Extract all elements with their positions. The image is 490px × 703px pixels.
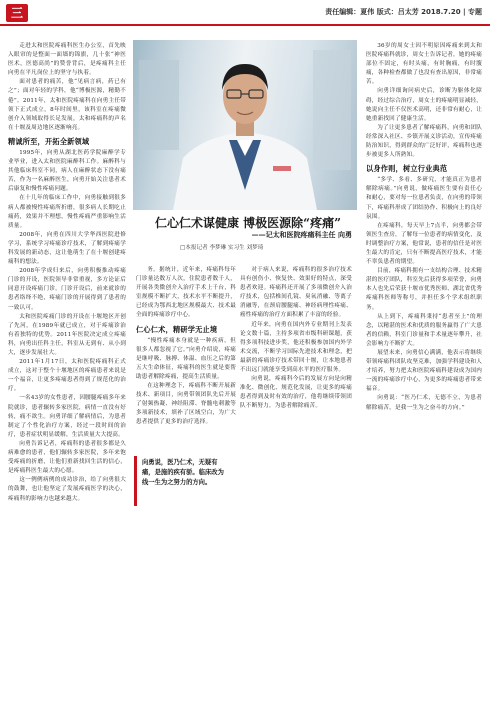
paragraph: 对于病人来说，疼痛科的很多治疗技术具有创伤小、恢复快、效果好的特点，深受患者欢迎。疼痛科还开展了多项微创介入治疗技术，包括椎间孔镜、臭氧消融、等离子消融等，在颈肩腰腿痛、神经病理性疼痛、癌性疼痛的治疗方面积累了丰富的经验。 [240,267,352,319]
article-column-3 [240,266,352,412]
article-column-4 [366,42,482,413]
paragraph: 走进太和医院疼痛科医生办公室，首先映入眼帘的是整面一面墙的锦旗，几十张“神医医术，医德高尚”的赞誉背后，是疼痛科主任向勇在平凡岗位上的坚守与执着。 [8,43,126,77]
paragraph: 务。据统计，近年来，疼痛科每年门诊量达数万人次，住院患者数千人，开展各类微创介入治疗手术上千台，科室规模不断扩大，技术水平不断提升，已经成为鄂西北地区规模最大、技术最全面的疼痛诊疗中心。 [136,267,236,319]
paragraph: 从上到下，疼痛科秉持“患者至上”的理念，以精湛的医术和优质的服务赢得了广大患者的信赖，科室门诊量和手术量逐年攀升，社会影响力不断扩大。 [366,313,482,347]
section-heading: 精诚所至，开拓全新领域 [8,136,90,146]
paragraph: 36岁的周女士因不明原因疼痛来到太和医院疼痛科就诊，周女士告诉记者，她的疼痛部位不固定，有时头痛，有时胸痛，有时腹痛，各种检查都做了也没有查出原因，非常痛苦。 [366,43,482,86]
page-header [0,0,490,26]
article-column-1 [8,42,126,504]
paragraph: 2008年学成归来后，向勇积极推动疼痛门诊的开设，医院领导非常重视，多方论证后同意开设疼痛门诊。门诊开设后，前来就诊的患者络绎不绝，疼痛门诊的开展得到了患者的一致认可。 [8,268,126,311]
paragraph: 为了让更多患者了解疼痛科，向勇和团队经常深入社区、乡镇开展义诊活动，宣传疼痛防治知识，得到群众的广泛好评，疼痛科也逐步被更多人所熟知。 [366,124,482,159]
section-heading: 以身作则，树立行业典范 [366,164,448,174]
paragraph: 在疼痛科，每天早上7点半，向勇都会带领医生查房，了解每一位患者的病情变化，及时调整治疗方案，他常说，患者的信任是对医生最大的肯定，只有不断提高医疗技术，才能不辜负患者的期望。 [366,222,482,266]
paragraph: 2011年1月17日，太和医院疼痛科正式成立，这对于整个十堰地区的疼痛患者来说是一个福音，让更多疼痛患者得到了规范化的治疗。 [8,359,126,393]
paragraph: “慢性疼痛本身就是一种疾病，但很多人都忽视了它。”向勇介绍说，疼痛是继呼吸、脉搏、体温、血压之后的第五大生命体征，疼痛科的医生就是要帮助患者解除疼痛，提高生活质量。 [136,337,236,380]
paragraph: 近年来，向勇在国内外专业期刊上发表论文数十篇，主持多项省市级科研课题，获得多项科技进步奖，他还积极参加国内外学术交流，不断学习国际先进技术和理念，把最新的疼痛诊疗技术带回十堰，让本地患者不出远门就能享受到高水平的医疗服务。 [240,321,352,374]
paragraph: 展望未来，向勇信心满满，他表示将继续带领疼痛科团队攻坚克难，加强学科建设和人才培养，努力把太和医院疼痛科建设成为国内一流的疼痛诊疗中心，为更多的疼痛患者带来福音。 [366,350,482,393]
article-byline: □本报记者 李梦琳 实习生 刘梦琦 [180,245,264,251]
paragraph: 向勇告诉记者，疼痛科的患者很多都是久病难愈的患者，他们辗转多家医院，多年来饱受疼痛的折磨，让他们重新找回生活的信心，是疼痛科医生最大的心愿。 [8,440,126,475]
paragraph: 在这种理念下，疼痛科不断开展新技术、新项目，向勇带领团队先后开展了射频热凝、神经阻滞、脊髓电刺激等多项新技术，填补了区域空白，为广大患者提供了更多的治疗选择。 [136,383,236,426]
header-info: 责任编辑：夏伟 版式：吕太芳 2018.7.20 | 专题 [325,8,482,16]
quote-accent-bar [134,456,137,506]
paragraph: 向勇说，疼痛科今后的发展方向是向精准化、微创化、规范化发展，让更多的疼痛患者得到及时有效的治疗，他将继续带领团队不断努力，为患者解除痛苦。 [240,376,352,410]
paragraph: 1995年，向勇从湖北医药学院麻醉学专业毕业，进入太和医院麻醉科工作。麻醉科与其他临床科室不同，病人在麻醉状态下没有痛苦，作为一名麻醉医生，向勇开始关注患者术后康复和慢性疼痛问题。 [8,149,126,193]
paragraph: 在十几年的临床工作中，向勇接触到很多病人都被慢性疼痛所折磨，很多病人长期吃止痛药，效果并不理想，慢性疼痛严重影响生活质量。 [8,195,126,229]
article-title: 仁心仁术谋健康 博极医源除“疼痛” [155,216,341,230]
newspaper-logo: 三 [6,4,28,22]
paragraph: 目前，疼痛科拥有一支结构合理、技术精湛的医疗团队，科室先后获得多项荣誉，向勇本人也先后荣获十堰市优秀医师、湖北省优秀疼痛科医师等称号，并担任多个学术组织职务。 [366,268,482,311]
paragraph: 一名43岁的女性患者，因腰腿疼痛多年来院就诊，患者辗转多家医院，病情一直没有好转，痛不欲生。向勇详细了解病情后，为患者制定了个性化治疗方案，经过一段时间的治疗，患者症状明显缓解，生活质量大大提高。 [8,395,126,438]
paragraph: 这一例例病例的成功诊治，给了向勇很大的鼓舞，也让他坚定了发展疼痛医学的决心，疼痛科的影响力也越来越大。 [8,477,126,502]
paragraph: 向勇详细询问病史后，诊断为躯体化障碍，经过综合治疗，周女士的疼痛明显减轻，她说向主任不仅医术高明，还非常有耐心，让她重新找回了健康生活。 [366,88,482,122]
pull-quote: 向勇说，医乃仁术，无疑有痛，是施的疾有骄。临床改为线一生为之努力的方向。 [142,459,224,486]
article-title-block [140,214,356,262]
paragraph: 2008年，向勇在四川大学华西医院进修学习，系统学习疼痛诊疗技术，了解到疼痛学科发展的新动态，这让他萌生了在十堰创建疼痛科的想法。 [8,231,126,266]
article-column-2 [136,266,236,428]
paragraph: 向勇说：“医乃仁术，无德不立，为患者解除痛苦，是我一生为之奋斗的方向。” [366,395,482,411]
article-subtitle: ——记太和医院疼痛科主任 向勇 [251,230,352,239]
doctor-photo [133,40,357,210]
header-divider [0,24,490,26]
paragraph: 面对患者的痛苦，他“见病言病，药已有之”；面对年轻的学科，他“博极医源，精勤不倦”。2011年，太和医院疼痛科在向勇主任带领下正式成立，8年时间里，该科室在疼痛微创介入领域取得长足发展，太和疼痛科的声名在十堰及周边地区逐渐响亮。 [8,79,126,131]
section-heading: 仁心仁术，精研学无止境 [136,324,218,334]
doctor-portrait-icon [133,40,357,210]
paragraph: “多学、多看、多研究，才能真正为患者解除病痛。”向勇说，做疼痛医生要有责任心和耐心，要对每一位患者负责，在向勇的带领下，疼痛科形成了团结协作、积极向上的良好氛围。 [366,177,482,220]
paragraph: 太和医院疼痛门诊的开设在十堰地区开创了先河，在1989年就已成立，对于疼痛诊治有着独特的优势。2011年医院决定成立疼痛科，向勇出任科主任，科室从无到有、从小到大，逐步发展壮大。 [8,313,126,356]
